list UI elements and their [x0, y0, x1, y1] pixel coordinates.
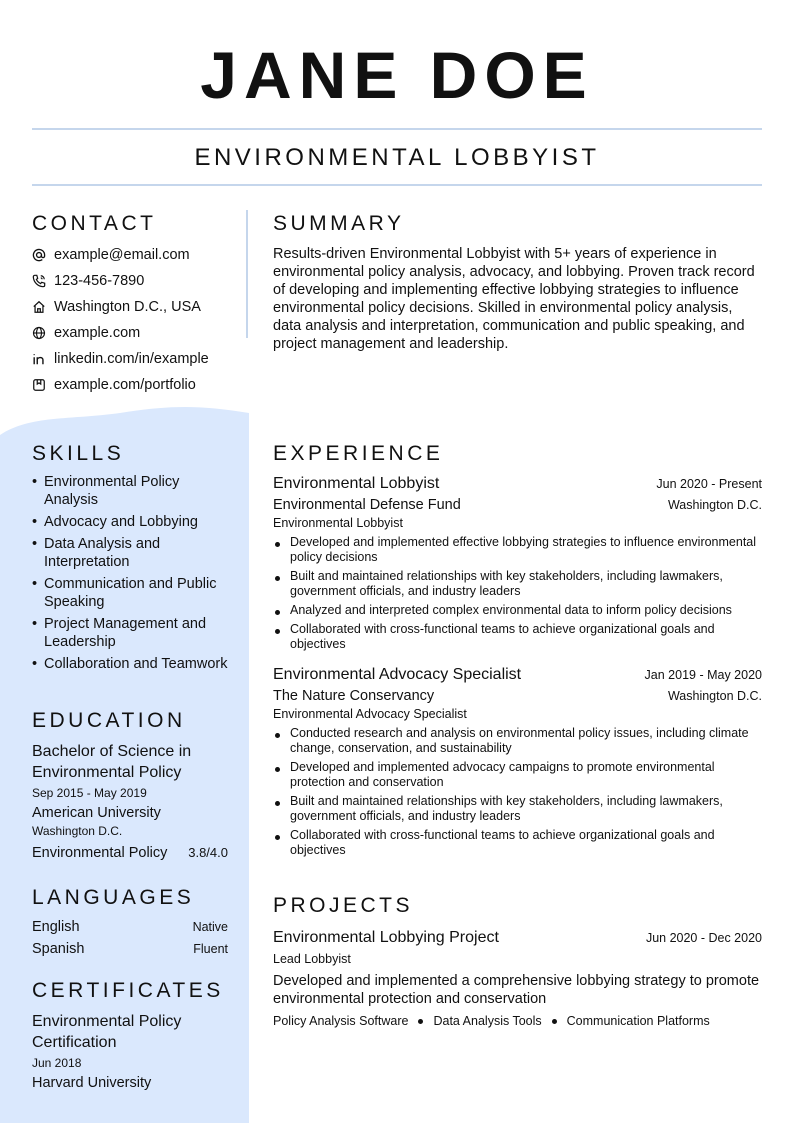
experience-bullets	[273, 726, 762, 858]
project-tag: Policy Analysis Software	[273, 1014, 409, 1028]
experience-entry	[273, 473, 762, 652]
contact-portfolio-text: example.com/portfolio	[54, 377, 196, 393]
summary-section	[273, 211, 762, 353]
bullet-text: Built and maintained relationships with key stakeholders, including lawmakers, government officials, and industry leaders	[290, 569, 723, 598]
skill-text: Project Management and Leadership	[44, 616, 207, 650]
column-divider	[246, 210, 248, 338]
experience-location: Washington D.C.	[667, 689, 762, 703]
job-title: ENVIRONMENTAL LOBBYIST	[194, 144, 600, 171]
globe-icon	[32, 326, 46, 340]
bullet-item	[273, 535, 762, 565]
portfolio-icon	[32, 378, 46, 392]
contact-website-text: example.com	[54, 325, 141, 341]
projects-heading: PROJECTS	[273, 894, 414, 917]
languages-heading: LANGUAGES	[32, 886, 195, 909]
language-row	[32, 917, 228, 939]
language-level: Native	[192, 920, 228, 934]
education-section	[32, 708, 228, 863]
contact-section	[32, 211, 228, 398]
bullet-text: Developed and implemented advocacy campaigns to promote environmental protection and conservation	[290, 760, 715, 789]
education-school: American University	[32, 805, 161, 821]
contact-phone-text: 123-456-7890	[54, 273, 145, 289]
skill-item: • Project Management and Leadership	[32, 615, 228, 651]
bullet-item	[273, 760, 762, 790]
contact-location-text: Washington D.C., USA	[54, 299, 201, 315]
phone-icon	[32, 274, 46, 288]
at-icon	[32, 248, 46, 262]
language-level: Fluent	[193, 942, 228, 956]
bullet-item	[273, 603, 762, 618]
contact-location	[32, 294, 228, 320]
bullet-item	[273, 569, 762, 599]
education-gpa: 3.8/4.0	[188, 845, 228, 860]
bullet-item	[273, 622, 762, 652]
experience-bullets	[273, 535, 762, 652]
contact-email-text: example@email.com	[54, 247, 190, 263]
contact-linkedin-text: linkedin.com/in/example	[54, 351, 209, 367]
tag-separator	[418, 1019, 423, 1024]
skill-text: Environmental Policy Analysis	[44, 474, 180, 508]
experience-heading: EXPERIENCE	[273, 442, 444, 465]
experience-role: Environmental Advocacy Specialist	[273, 707, 467, 721]
project-tag: Communication Platforms	[566, 1014, 710, 1028]
header-rule-top	[32, 128, 762, 130]
experience-title: Environmental Advocacy Specialist	[273, 666, 522, 683]
contact-website[interactable]	[32, 320, 228, 346]
contact-linkedin[interactable]	[32, 346, 228, 372]
experience-location: Washington D.C.	[667, 498, 762, 512]
experience-dates: Jun 2020 - Present	[656, 477, 762, 491]
candidate-name: JANE DOE	[200, 38, 594, 112]
bullet-text: Collaborated with cross-functional teams to achieve organizational goals and objectives	[290, 828, 715, 857]
experience-role: Environmental Lobbyist	[273, 516, 403, 530]
experience-org: The Nature Conservancy	[273, 688, 435, 704]
skill-text: Advocacy and Lobbying	[44, 514, 198, 530]
certificate-name: Environmental Policy Certification	[32, 1013, 182, 1051]
project-description: Developed and implemented a comprehensive lobbying strategy to promote environmental protection and conservation	[273, 973, 760, 1007]
project-title: Environmental Lobbying Project	[273, 929, 499, 946]
language-row	[32, 939, 228, 961]
certificate-issuer: Harvard University	[32, 1075, 152, 1091]
contact-heading: CONTACT	[32, 212, 157, 235]
skill-text: Collaboration and Teamwork	[44, 656, 228, 672]
contact-email[interactable]	[32, 242, 228, 268]
experience-org: Environmental Defense Fund	[273, 497, 461, 513]
skill-text: Communication and Public Speaking	[44, 576, 217, 610]
skills-section	[32, 441, 228, 677]
bullet-text: Analyzed and interpreted complex environmental data to inform policy decisions	[290, 603, 732, 617]
skills-heading: SKILLS	[32, 442, 125, 465]
certificates-heading: CERTIFICATES	[32, 979, 224, 1002]
experience-title: Environmental Lobbyist	[273, 475, 440, 492]
header-rule-bottom	[32, 184, 762, 186]
education-heading: EDUCATION	[32, 709, 186, 732]
certificates-section	[32, 978, 228, 1093]
skill-text: Data Analysis and Interpretation	[44, 536, 161, 570]
bullet-text: Developed and implemented effective lobbying strategies to influence environmental policy decisions	[290, 535, 757, 564]
bullet-text: Conducted research and analysis on environmental policy issues, including climate change, conservation, and sustainability	[290, 726, 749, 755]
languages-section	[32, 885, 228, 961]
education-gpa-row	[32, 843, 228, 863]
language-name: Spanish	[32, 941, 85, 957]
experience-entry	[273, 664, 762, 858]
education-dates: Sep 2015 - May 2019	[32, 786, 147, 800]
education-field: Environmental Policy	[32, 845, 168, 861]
skill-item: • Communication and Public Speaking	[32, 575, 228, 611]
linkedin-icon	[32, 352, 46, 366]
summary-text: Results-driven Environmental Lobbyist with 5+ years of experience in environmental policy analysis, advocacy, and lobbying. Proven track record of developing and implementing effective lobbying strategies to influence environmental policy decisions. Skilled in environmental policy analysis, data analysis and interpretation, communication and public speaking, and project management and leadership.	[273, 246, 755, 352]
bullet-text: Built and maintained relationships with key stakeholders, including lawmakers, government officials, and industry leaders	[290, 794, 723, 823]
education-location: Washington D.C.	[32, 824, 123, 838]
project-dates: Jun 2020 - Dec 2020	[645, 931, 762, 945]
contact-phone[interactable]	[32, 268, 228, 294]
education-degree: Bachelor of Science in Environmental Policy	[32, 743, 192, 781]
tag-separator	[552, 1019, 557, 1024]
skill-item: • Data Analysis and Interpretation	[32, 535, 228, 571]
contact-portfolio[interactable]	[32, 372, 228, 398]
skill-item: • Advocacy and Lobbying	[32, 514, 198, 530]
summary-heading: SUMMARY	[273, 212, 405, 235]
bullet-item	[273, 794, 762, 824]
project-role: Lead Lobbyist	[273, 952, 351, 966]
home-icon	[32, 300, 46, 314]
bullet-item	[273, 726, 762, 756]
bullet-item	[273, 828, 762, 858]
experience-section	[273, 441, 762, 862]
project-tags	[273, 1014, 762, 1028]
skill-item: • Environmental Policy Analysis	[32, 473, 228, 509]
bullet-text: Collaborated with cross-functional teams to achieve organizational goals and objectives	[290, 622, 715, 651]
project-tag: Data Analysis Tools	[433, 1014, 542, 1028]
project-entry	[273, 927, 762, 1028]
experience-dates: Jan 2019 - May 2020	[644, 668, 762, 682]
skill-item: • Collaboration and Teamwork	[32, 656, 228, 672]
language-name: English	[32, 919, 80, 935]
projects-section	[273, 893, 762, 1028]
certificate-date: Jun 2018	[32, 1056, 82, 1070]
